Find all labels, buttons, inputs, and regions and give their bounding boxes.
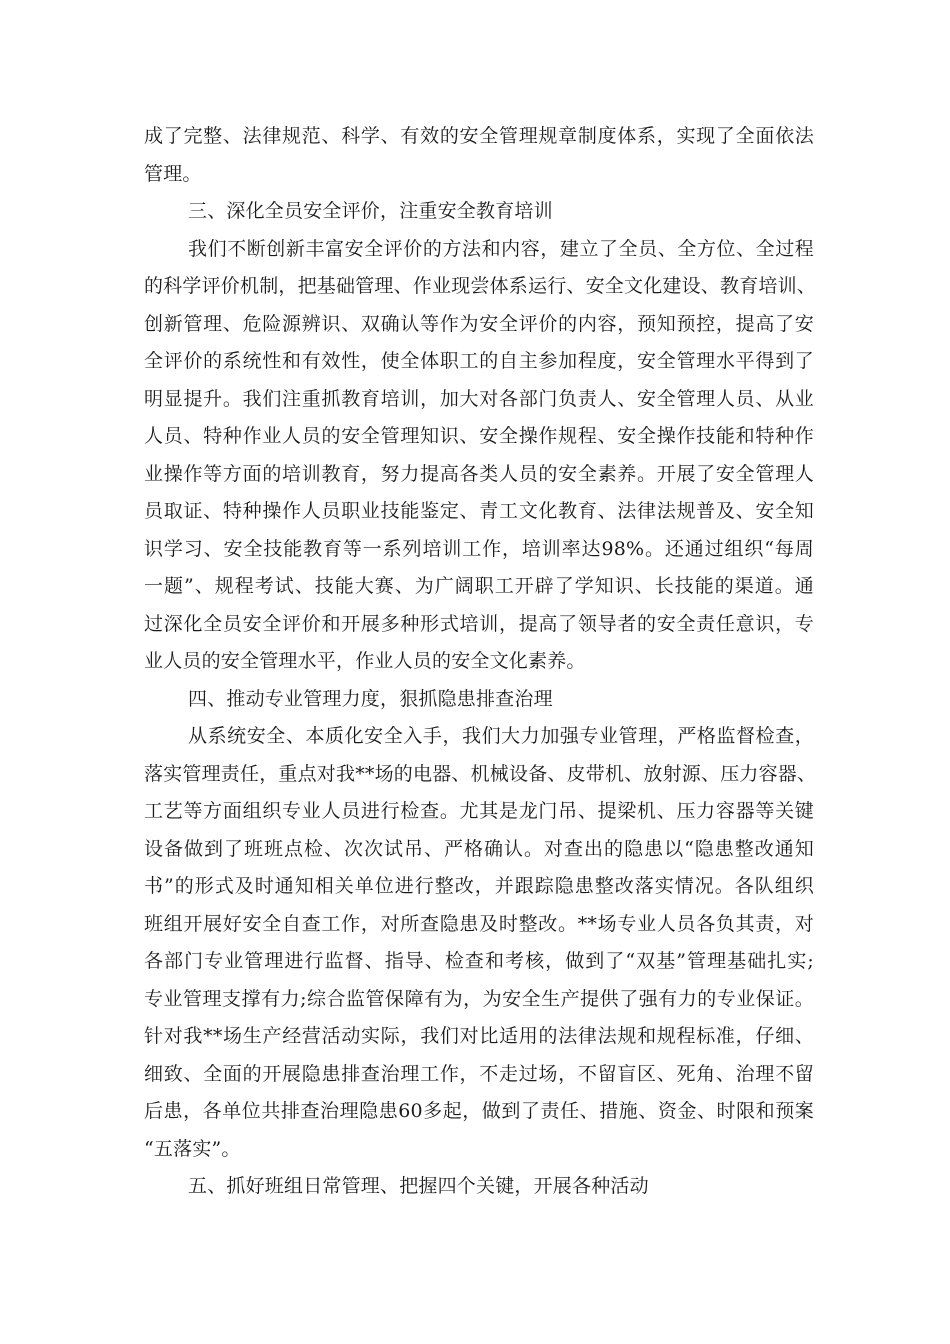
text-line: 的科学评价机制，把基础管理、作业现尝体系运行、安全文化建设、教育培训、 <box>144 275 817 297</box>
text-line: 全评价的系统性和有效性，使全体职工的自主参加程度，安全管理水平得到了 <box>144 350 814 372</box>
text-line: 工艺等方面组织专业人员进行检查。尤其是龙门吊、提梁机、压力容器等关键 <box>144 800 814 822</box>
text-line: 员取证、特种操作人员职业技能鉴定、青工文化教育、法律法规普及、安全知 <box>144 500 814 522</box>
text-line: 管理。 <box>144 162 202 185</box>
text-line: 各部门专业管理进行监督、指导、检查和考核，做到了“双基”管理基础扎实; <box>144 950 814 972</box>
text-line: 成了完整、法律规范、科学、有效的安全管理规章制度体系，实现了全面依法 <box>144 125 814 147</box>
text-line: 三、深化全员安全评价，注重安全教育培训 <box>188 200 553 222</box>
text-line: 识学习、安全技能教育等一系列培训工作，培训率达98%。还通过组织“每周 <box>144 537 814 560</box>
text-line: 明显提升。我们注重抓教育培训，加大对各部门负责人、安全管理人员、从业 <box>144 387 814 410</box>
text-line: 业操作等方面的培训教育，努力提高各类人员的安全素养。开展了安全管理人 <box>144 462 814 485</box>
text-line: 人员、特种作业人员的安全管理知识、安全操作规程、安全操作技能和特种作 <box>144 425 814 447</box>
text-line: “五落实”。 <box>144 1137 241 1160</box>
text-line: 专业管理支撑有力;综合监管保障有为，为安全生产提供了强有力的专业保证。 <box>144 987 814 1010</box>
text-line: 针对我**场生产经营活动实际，我们对比适用的法律法规和规程标准，仔细、 <box>144 1025 814 1047</box>
text-line: 四、推动专业管理力度，狠抓隐患排查治理 <box>188 687 553 710</box>
text-line: 细致、全面的开展隐患排查治理工作，不走过场，不留盲区、死角、治理不留 <box>144 1062 814 1085</box>
document-body <box>144 118 817 1206</box>
text-line: 业人员的安全管理水平，作业人员的安全文化素养。 <box>144 650 586 672</box>
text-line: 五、抓好班组日常管理、把握四个关键，开展各种活动 <box>188 1175 649 1197</box>
text-line: 书”的形式及时通知相关单位进行整改，并跟踪隐患整改落实情况。各队组织 <box>144 875 814 897</box>
text-line: 设备做到了班班点检、次次试吊、严格确认。对查出的隐患以“隐患整改通知 <box>144 837 814 860</box>
text-line: 从系统安全、本质化安全入手，我们大力加强专业管理，严格监督检查， <box>188 725 814 747</box>
text-line: 一题”、规程考试、技能大赛、为广阔职工开辟了学知识、长技能的渠道。通 <box>144 575 814 597</box>
text-line: 落实管理责任，重点对我**场的电器、机械设备、皮带机、放射源、压力容器、 <box>144 762 817 785</box>
text-line: 后患，各单位共排查治理隐患60多起，做到了责任、措施、资金、时限和预案 <box>144 1100 814 1122</box>
text-line: 过深化全员安全评价和开展多种形式培训，提高了领导者的安全责任意识，专 <box>144 612 814 635</box>
text-line: 班组开展好安全自查工作，对所查隐患及时整改。**场专业人员各负其责，对 <box>144 912 814 935</box>
text-line: 创新管理、危险源辨识、双确认等作为安全评价的内容，预知预控，提高了安 <box>144 312 814 335</box>
text-line: 我们不断创新丰富安全评价的方法和内容，建立了全员、全方位、全过程 <box>188 237 814 260</box>
